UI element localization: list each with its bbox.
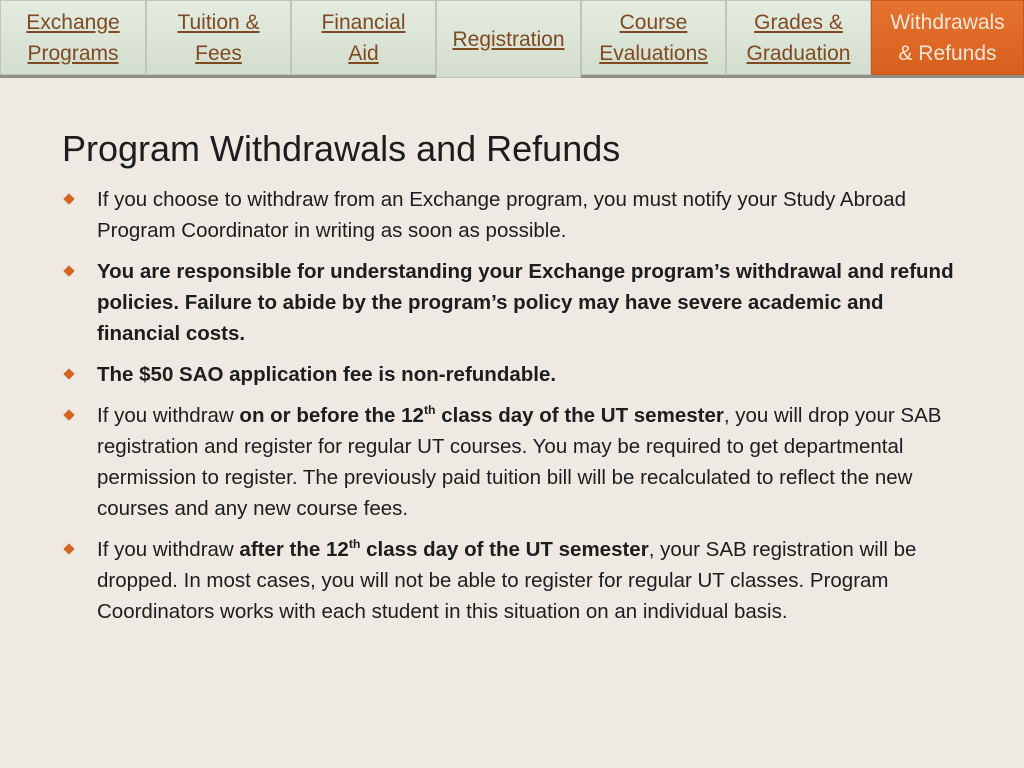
policy-bullet-list: [62, 184, 962, 637]
diamond-bullet-icon: [63, 265, 74, 276]
tab-registration[interactable]: [436, 0, 581, 78]
diamond-bullet-icon: [63, 409, 74, 420]
bullet-text-post: , your SAB registration will be dropped. In most cases, you will not be able to register for regular UT classes. Program Coordinators works with each student in this situation on an individual basis.: [97, 538, 917, 623]
diamond-bullet-icon: [63, 368, 74, 379]
list-item: [62, 400, 962, 524]
diamond-bullet-icon: [63, 543, 74, 554]
tab-label-line2: & Refunds: [898, 41, 997, 65]
ordinal-suffix: th: [423, 403, 436, 418]
bullet-bold-b: class day of the UT semester: [360, 538, 649, 561]
bullet-bold-b: class day of the UT semester: [435, 404, 724, 427]
tab-label-line1: Registration: [452, 27, 565, 51]
list-item: [62, 256, 962, 349]
tab-label-line2: Graduation: [746, 41, 851, 65]
bullet-bold-a: on or before the 12: [239, 404, 424, 427]
list-item: [62, 359, 962, 390]
tab-withdrawals-refunds[interactable]: [871, 0, 1024, 75]
tab-label-line1: Course: [619, 10, 688, 34]
tab-grades-graduation[interactable]: [726, 0, 871, 75]
bullet-text-pre: If you withdraw: [97, 538, 240, 561]
bullet-text-post: , you will drop your SAB registration and register for regular UT courses. You may be required to get departmental permission to register. The previously paid tuition bill will be recalculated to reflect the new courses and any new course fees.: [97, 404, 942, 520]
tab-label-line1: Exchange: [26, 10, 120, 34]
tab-exchange-programs[interactable]: [0, 0, 146, 75]
list-item: [62, 534, 962, 627]
bullet-text-pre: If you withdraw: [97, 404, 240, 427]
tab-label-line2: Fees: [195, 41, 242, 65]
tab-course-evaluations[interactable]: [581, 0, 726, 75]
tab-label-line2: Programs: [27, 41, 119, 65]
tab-label-line2: Evaluations: [599, 41, 708, 65]
diamond-bullet-icon: [63, 193, 74, 204]
bullet-bold-text: The $50 SAO application fee is non-refundable.: [97, 363, 557, 386]
tab-label-line1: Withdrawals: [890, 10, 1005, 34]
tab-label-line2: Aid: [348, 41, 379, 65]
tab-tuition-fees[interactable]: [146, 0, 291, 75]
tab-label-line1: Tuition &: [177, 10, 260, 34]
tab-financial-aid[interactable]: [291, 0, 436, 75]
tab-label-line1: Financial: [321, 10, 406, 34]
bullet-text: If you choose to withdraw from an Exchange program, you must notify your Study Abroad Program Coordinator in writing as soon as possible.: [97, 188, 907, 242]
page-title: Program Withdrawals and Refunds: [62, 128, 621, 169]
bullet-bold-a: after the 12: [239, 538, 349, 561]
bullet-bold-text: You are responsible for understanding your Exchange program’s withdrawal and refund policies. Failure to abide by the program’s policy may have severe academic and financial costs.: [97, 260, 954, 345]
top-navigation-bar: [0, 0, 1024, 78]
list-item: [62, 184, 962, 246]
ordinal-suffix: th: [348, 537, 361, 552]
tab-label-line1: Grades &: [754, 10, 843, 34]
